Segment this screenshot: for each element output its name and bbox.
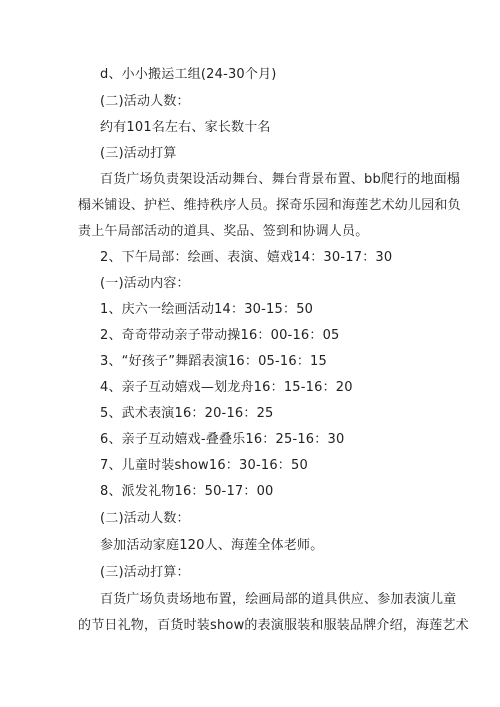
- text-line-18: (二)活动人数：: [100, 511, 190, 526]
- text-line-9: (一)活动内容：: [100, 276, 190, 291]
- text-line-1: d、小小搬运工组(24-30个月): [100, 67, 277, 82]
- text-line-20: (三)活动打算：: [100, 565, 190, 580]
- text-line-3: 约有101名左右、家长数十名: [100, 120, 271, 135]
- text-line-4: (三)活动打算: [100, 146, 177, 161]
- text-line-6: 榻米铺设、护栏、维持秩序人员。探奇乐园和海莲艺术幼儿园和负: [78, 198, 461, 213]
- text-line-13: 4、亲子互动嬉戏—划龙舟16：15-16：20: [100, 380, 353, 395]
- text-line-21: 百货广场负责场地布置，绘画局部的道具供应、参加表演儿童: [100, 592, 457, 607]
- text-line-22: 的节日礼物，百货时装show的表演服装和服装品牌介绍，海莲艺术: [78, 618, 469, 633]
- text-line-14: 5、武术表演16：20-16：25: [100, 406, 274, 421]
- text-line-15: 6、亲子互动嬉戏-叠叠乐16：25-16：30: [100, 432, 345, 447]
- text-line-17: 8、派发礼物16：50-17：00: [100, 484, 274, 499]
- text-line-5: 百货广场负责架设活动舞台、舞台背景布置、bb爬行的地面榻: [100, 172, 461, 187]
- text-line-2: (二)活动人数：: [100, 94, 190, 109]
- text-line-8: 2、下午局部：绘画、表演、嬉戏14：30-17：30: [100, 250, 393, 265]
- text-line-16: 7、儿童时装show16：30-16：50: [100, 458, 308, 473]
- text-line-10: 1、庆六一绘画活动14：30-15：50: [100, 302, 314, 317]
- text-line-11: 2、奇奇带动亲子带动操16：00-16：05: [100, 328, 340, 343]
- text-line-12: 3、“好孩子”舞蹈表演16：05-16：15: [100, 354, 327, 369]
- text-line-7: 责上午局部活动的道具、奖品、签到和协调人员。: [78, 224, 369, 239]
- text-line-19: 参加活动家庭120人、海莲全体老师。: [100, 538, 324, 553]
